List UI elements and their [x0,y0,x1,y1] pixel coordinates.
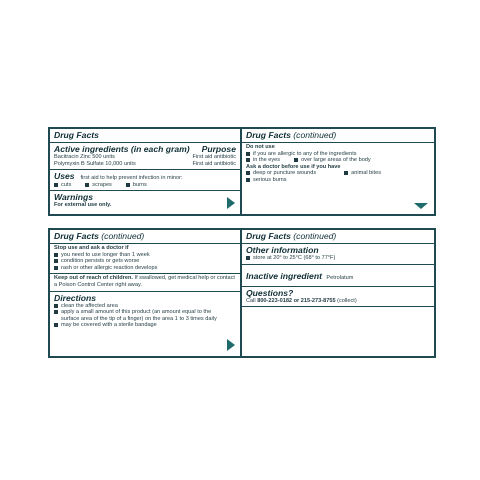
other-information-section [242,244,434,265]
drug-facts-panel-1 [48,127,436,216]
bullet-square-icon [54,253,58,257]
active-ingredients-section [50,143,240,170]
uses-intro: first aid to help prevent infection in minor: [80,175,183,182]
panel1-left-column [50,129,242,214]
do-not-use-section [242,143,434,186]
directions-section [50,292,240,331]
stop-use-section [50,244,240,274]
ingredient-purpose: First aid antibiotic [192,154,236,160]
panel2-right-column [242,230,434,356]
bullet-square-icon [246,171,250,175]
warnings-text: For external use only. [54,202,112,209]
ask-doctor-heading: Ask a doctor before use if you have [246,163,341,170]
questions-heading: Questions? [246,287,294,298]
bullet-square-icon [54,304,58,308]
panel2-left-column [50,230,242,356]
panel2-title-section [50,230,240,244]
bullet-square-icon [126,183,130,187]
list-item: serious burns [246,177,430,184]
title-suffix: (continued) [293,231,337,241]
panel2-right-title: Drug Facts [246,231,291,241]
list-item: animal bites [344,170,381,177]
bullet-square-icon [344,171,348,175]
arrow-down-icon [414,203,428,209]
panel1-right-column [242,129,434,214]
list-item: clean the affected area [54,303,236,310]
questions-note: (collect) [337,297,357,304]
ingredient-row [54,154,236,161]
list-item: over large areas of the body [294,157,371,164]
panel1-right-title: Drug Facts [246,130,291,140]
do-not-use-heading: Do not use [246,144,275,150]
active-ingredients-heading: Active ingredients (in each gram) [54,144,190,154]
bullet-square-icon [294,158,298,162]
questions-section [242,287,434,308]
bullet-square-icon [54,183,58,187]
ingredient-purpose: First aid antibiotic [192,160,236,167]
list-item: if you are allergic to any of the ingredients [246,151,430,158]
panel1-title: Drug Facts [54,130,99,140]
list-item: burns [126,182,147,189]
inactive-ingredient-text: Petrolatum [326,274,354,281]
warnings-heading: Warnings [54,192,93,203]
list-item: in the eyes [246,157,280,164]
list-item: rash or other allergic reaction develops [54,265,236,272]
list-item: scrapes [85,182,112,189]
bullet-square-icon [54,310,58,314]
bullet-square-icon [85,183,89,187]
ingredient-row [54,161,236,168]
list-item: condition persists or gets worse [54,258,236,265]
other-information-heading: Other information [246,245,319,255]
panel2-right-title-section [242,230,434,244]
drug-facts-panel-2 [48,228,436,358]
bullet-square-icon [54,266,58,270]
questions-call-label: Call [246,297,256,304]
children-section [50,274,240,291]
list-item: cuts [54,182,71,189]
panel2-title: Drug Facts [54,231,99,241]
bullet-square-icon [54,323,58,327]
children-warning-bold: Keep out of reach of children. [54,275,133,282]
bullet-square-icon [246,152,250,156]
inactive-ingredient-section [242,265,434,287]
bullet-square-icon [246,178,250,182]
inactive-ingredient-heading: Inactive ingredient [246,270,322,281]
arrow-right-icon [227,197,235,209]
title-suffix: (continued) [293,130,337,140]
arrow-right-icon [227,339,235,351]
title-suffix: (continued) [101,231,145,241]
list-item: you need to use longer than 1 week [54,252,236,259]
questions-phone-number: 800-223-0182 or 215-273-8755 [257,297,336,304]
stop-use-heading: Stop use and ask a doctor if [54,245,129,251]
ingredient-name: Bacitracin Zinc 500 units [54,154,115,160]
warnings-section [50,191,240,211]
uses-section [50,170,240,191]
uses-list [54,182,236,189]
children-warning-text: If swallowed, get medical help or contact a Poison Control Center right away. [54,275,235,288]
panel1-title-section [50,129,240,143]
uses-heading: Uses [54,171,75,182]
list-item: may be covered with a sterile bandage [54,322,236,329]
list-item: apply a small amount of this product (an amount equal to the surface area of the tip of a finger) on the area 1 to 3 times daily [54,309,236,322]
bullet-square-icon [246,256,250,260]
list-item: store at 20° to 25°C (68° to 77°F) [246,255,430,262]
bullet-square-icon [246,158,250,162]
ingredient-name: Polymyxin B Sulfate 10,000 units [54,160,136,167]
purpose-heading: Purpose [201,144,236,154]
bullet-square-icon [54,259,58,263]
list-item: deep or puncture wounds [246,170,316,177]
directions-heading: Directions [54,292,97,303]
panel1-right-title-section [242,129,434,143]
